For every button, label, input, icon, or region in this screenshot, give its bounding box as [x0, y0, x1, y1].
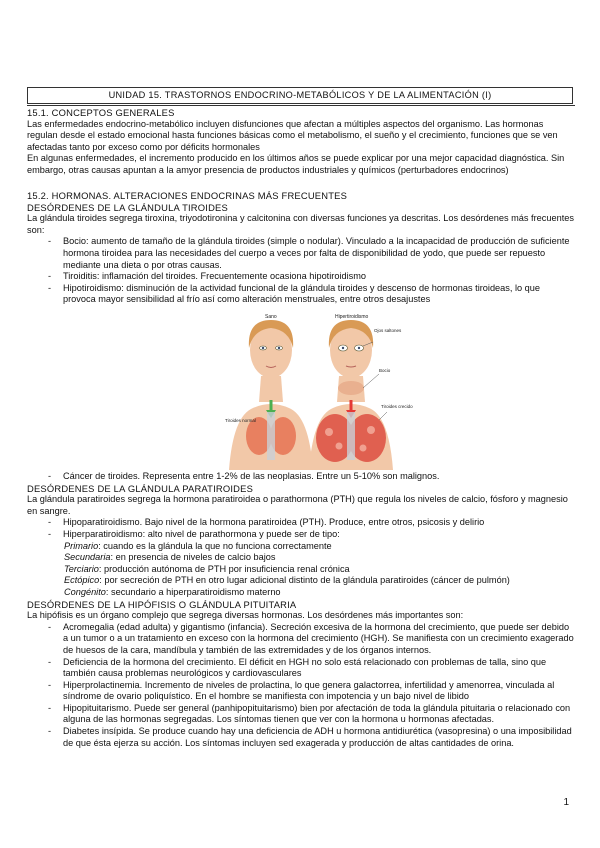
tiroides-list-cont	[27, 471, 575, 483]
list-item: - Bocio: aumento de tamaño de la glándula tiroides (simple o nodular). Vinculado a la incapacidad de producción de suficiente hormona tiroidea para las necesidades del cuerpo a veces por falta de disponibilidad de yodo, que puede ser repuesto mediante una dieta o por otras causas.	[27, 236, 575, 271]
label-hipertiroidismo: Hipertiroidismo	[335, 314, 369, 320]
label-tiroides-normal: Tiroides normal	[225, 418, 256, 423]
list-item: - Hiperparatiroidismo: alto nivel de parathormona y puede ser de tipo:	[27, 529, 575, 541]
paratiroides-type: Secundaria: en presencia de niveles de calcio bajos	[64, 552, 276, 563]
paratiroides-type: Primario: cuando es la glándula la que no funciona correctamente	[64, 540, 332, 551]
paragraph: La glándula paratiroides segrega la hormona paratiroidea o parathormona (PTH) que regula los niveles de calcio, fósforo y magnesio en sangre.	[27, 494, 568, 516]
section-heading-15-1: 15.1. CONCEPTOS GENERALES	[27, 105, 575, 119]
subheading-tiroides: DESÓRDENES DE LA GLÁNDULA TIROIDES	[27, 201, 228, 213]
section-hormonas	[27, 190, 575, 306]
label-ojos-saltones: Ojos saltones	[374, 328, 402, 333]
paratiroides-type: Ectópico: por secreción de PTH en otro lugar adicional distinto de la glándula paratiroides (cáncer de pulmón)	[64, 575, 510, 586]
neck-healthy	[259, 376, 283, 402]
label-sano: Sano	[265, 314, 277, 320]
paratiroides-list	[27, 517, 575, 540]
list-item: - Cáncer de tiroides. Representa entre 1-2% de las neoplasias. Entre un 5-10% son malignos.	[27, 471, 575, 483]
list-item: - Hiperprolactinemia. Incremento de niveles de prolactina, lo que genera galactorrea, infertilidad y amenorrea, vinculada al síndrome de ovario poliquístico. En el hombre se manifiesta con impotencia y un bajo nivel de libido	[27, 680, 575, 703]
section-conceptos-generales	[27, 105, 575, 177]
paratiroides-type: Congénito: secundario a hiperparatiroidismo materno	[64, 586, 281, 597]
paragraph: La hipófisis es un órgano complejo que segrega diversas hormonas. Los desórdenes más importantes son:	[27, 610, 464, 621]
goiter-bulge	[338, 381, 364, 395]
page-number: 1	[563, 797, 569, 808]
hipofisis-list	[27, 622, 575, 750]
thyroid-figure-svg	[223, 312, 413, 470]
section-continuation	[27, 471, 575, 749]
list-item: - Hipoparatiroidismo. Bajo nivel de la hormona paratiroidea (PTH). Produce, entre otros, psicosis y delirio	[27, 517, 575, 529]
subheading-hipofisis: DESÓRDENES DE LA HIPÓFISIS O GLÁNDULA PITUITARIA	[27, 598, 297, 610]
paragraph: La glándula tiroides segrega tiroxina, triyodotironina y calcitonina con diversas funciones ya descritas. Los desórdenes más frecuentes son:	[27, 213, 574, 235]
list-item: - Deficiencia de la hormona del crecimiento. El déficit en HGH no solo está relacionado con problemas de talla, sino que también causa problemas neurológicos y cardiovasculares	[27, 657, 575, 680]
paragraph: En algunas enfermedades, el incremento producido en los últimos años se puede explicar por una mejor capacidad diagnóstica. Sin embargo, otras causas apuntan a la amyor presencia de productos industriales y químicos (perturbadores endocrinos)	[27, 153, 565, 175]
list-item: - Acromegalia (edad adulta) y gigantismo (infancia). Secreción excesiva de la hormona del crecimiento, que puede ser debido a un tumor o a un tratamiento en exceso con la hormona del crecimiento (HGH). Se manifiesta con un crecimiento exagerado de huesos de la cara, mandíbula y también de las extremidades y de los órganos internos.	[27, 622, 575, 657]
unit-title: UNIDAD 15. TRASTORNOS ENDOCRINO-METABÓLICOS Y DE LA ALIMENTACIÓN (I)	[27, 87, 573, 104]
thyroid-illustration	[223, 312, 413, 470]
list-item: - Hipopituitarismo. Puede ser general (panhipopituitarismo) bien por afectación de toda la glándula pituitaria o relacionado con alguna de las hormonas segregadas. Los síntomas tienen que ver con la hormona u hormonas afectadas.	[27, 703, 575, 726]
paragraph: Las enfermedades endocrino-metabólico incluyen disfunciones que afectan a múltiples aspectos del organismo. Las hormonas regulan desde el estado emocional hasta funciones básicas como el metabolismo, el sueño y el crecimiento, funciones que se ven afectadas tanto por exceso como por déficits hormonales	[27, 118, 558, 152]
list-item: - Diabetes insípida. Se produce cuando hay una deficiencia de ADH u hormona antidiurética (vasopresina) o una imposibilidad de que ésta ejerza su acción. Los síntomas incluyen sed exagerada y producción de altas cantidades de orina.	[27, 726, 575, 749]
label-tiroides-crecido: Tiroides crecido	[381, 404, 413, 409]
label-bocio: Bocio	[379, 368, 391, 373]
section-heading-15-2: 15.2. HORMONAS. ALTERACIONES ENDOCRINAS MÁS FRECUENTES	[27, 190, 348, 201]
tiroides-list	[27, 236, 575, 306]
subheading-paratiroides: DESÓRDENES DE LA GLÁNDULA PARATIROIDES	[27, 482, 254, 494]
list-item: - Hipotiroidismo: disminución de la actividad funcional de la glándula tiroides y descenso de hormonas tiroideas, lo que provoca mayor sensibilidad al frío así como alteración menstruales, entre otros desajustes	[27, 283, 575, 306]
list-item: - Tiroiditis: inflamación del tiroides. Frecuentemente ocasiona hipotiroidismo	[27, 271, 575, 283]
paratiroides-type: Terciario: producción autónoma de PTH por insuficiencia renal crónica	[64, 563, 350, 574]
